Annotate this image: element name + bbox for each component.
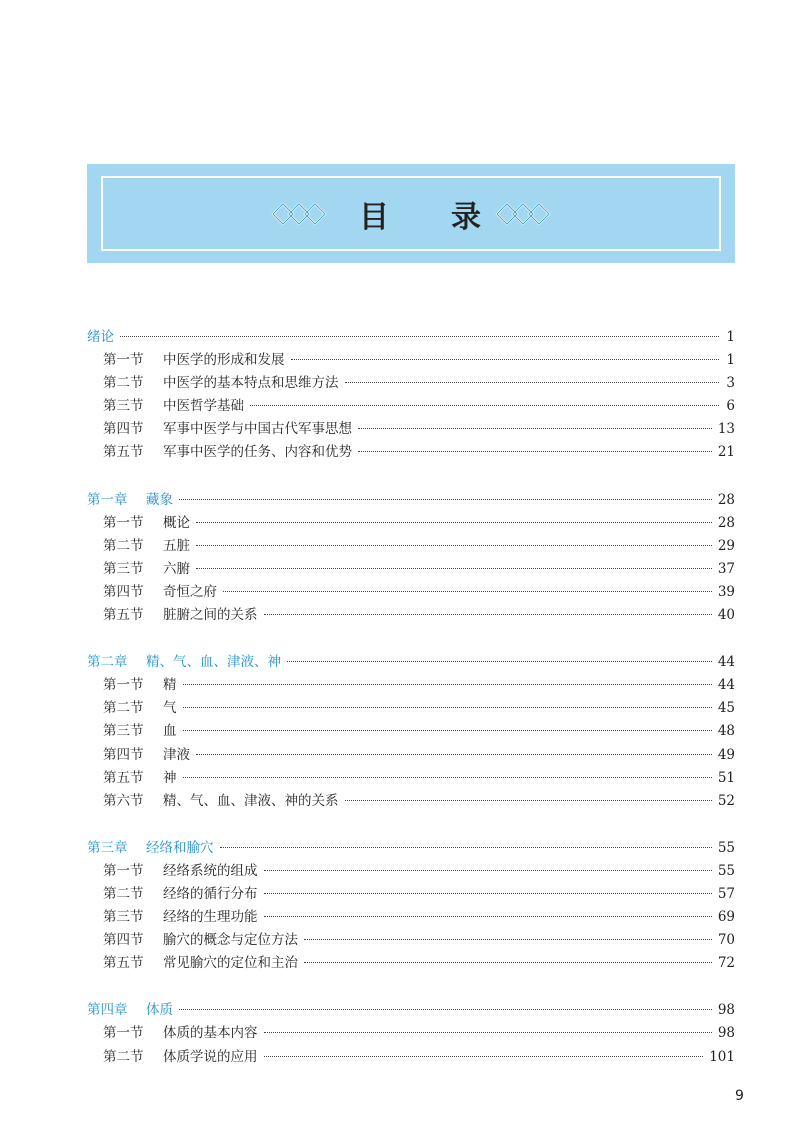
toc-chapter-group (87, 651, 735, 813)
section-number: 第一节 (103, 1025, 144, 1042)
chapter-number: 第一章 (87, 491, 128, 508)
toc-chapter-entry[interactable] (87, 999, 735, 1022)
section-page-number: 29 (717, 537, 735, 554)
chapter-title: 藏象 (146, 491, 173, 508)
section-page-number: 51 (717, 769, 735, 786)
toc-section-entry[interactable] (87, 372, 735, 395)
section-title: 体质学说的应用 (163, 1048, 258, 1065)
toc-section-entry[interactable] (87, 558, 735, 581)
toc-section-entry[interactable] (87, 790, 735, 813)
dot-leader (345, 799, 712, 801)
section-page-number: 3 (726, 375, 735, 392)
section-title: 中医哲学基础 (163, 398, 244, 415)
section-number: 第二节 (103, 700, 144, 717)
section-number: 第四节 (103, 583, 144, 600)
section-number: 第四节 (103, 421, 144, 438)
dot-leader (264, 1031, 712, 1033)
section-title: 血 (163, 723, 177, 740)
dot-leader (264, 915, 712, 917)
chapter-page-number: 98 (717, 1002, 735, 1019)
section-number: 第五节 (103, 607, 144, 624)
dot-leader (179, 1008, 712, 1010)
toc-chapter-group (87, 489, 735, 628)
section-number: 第三节 (103, 398, 144, 415)
section-number: 第一节 (103, 862, 144, 879)
section-number: 第三节 (103, 909, 144, 926)
toc-chapter-entry[interactable] (87, 651, 735, 674)
toc-section-entry[interactable] (87, 767, 735, 790)
section-title: 经络的生理功能 (163, 909, 258, 926)
section-title: 脏腑之间的关系 (163, 607, 258, 624)
toc-section-entry[interactable] (87, 744, 735, 767)
section-page-number: 52 (717, 792, 735, 809)
section-number: 第二节 (103, 537, 144, 554)
dot-leader (183, 776, 712, 778)
page-title: 目录 (359, 199, 543, 235)
section-number: 第一节 (103, 352, 144, 369)
dot-leader (179, 498, 712, 500)
chapter-title: 精、气、血、津液、神 (146, 654, 281, 671)
section-page-number: 37 (717, 560, 735, 577)
dot-leader (196, 521, 712, 523)
dot-leader (358, 427, 712, 429)
toc-chapter-group (87, 837, 735, 976)
section-title: 气 (163, 700, 177, 717)
dot-leader (223, 590, 712, 592)
section-title: 津液 (163, 746, 190, 763)
section-number: 第一节 (103, 677, 144, 694)
dot-leader (183, 683, 712, 685)
section-title: 六腑 (163, 560, 190, 577)
toc-chapter-group (87, 326, 735, 465)
chapter-page-number: 1 (726, 329, 735, 345)
section-page-number: 70 (717, 932, 735, 949)
section-page-number: 40 (717, 607, 735, 624)
dot-leader (250, 404, 719, 406)
chapter-page-number: 28 (717, 491, 735, 508)
toc-chapter-entry[interactable] (87, 489, 735, 512)
dot-leader (196, 753, 712, 755)
section-title: 神 (163, 769, 177, 786)
toc-section-entry[interactable] (87, 952, 735, 975)
toc-chapter-entry[interactable] (87, 326, 735, 349)
toc-section-entry[interactable] (87, 512, 735, 535)
section-title: 常见腧穴的定位和主治 (163, 955, 298, 972)
chapter-page-number: 44 (717, 654, 735, 671)
section-number: 第二节 (103, 885, 144, 902)
title-row (87, 164, 735, 263)
dot-leader (120, 335, 719, 337)
section-title: 经络的循行分布 (163, 885, 258, 902)
toc-section-entry[interactable] (87, 441, 735, 464)
section-page-number: 72 (717, 955, 735, 972)
toc-section-entry[interactable] (87, 418, 735, 441)
section-title: 精、气、血、津液、神的关系 (163, 792, 339, 809)
toc-section-entry[interactable] (87, 604, 735, 627)
dot-leader (220, 846, 712, 848)
dot-leader (183, 706, 712, 708)
page-number: 9 (735, 1088, 744, 1104)
section-title: 军事中医学与中国古代军事思想 (163, 421, 352, 438)
toc-section-entry[interactable] (87, 720, 735, 743)
dot-leader (304, 938, 712, 940)
chapter-page-number: 55 (717, 839, 735, 856)
chapter-title: 体质 (146, 1002, 173, 1019)
dot-leader (196, 567, 712, 569)
toc-section-entry[interactable] (87, 581, 735, 604)
dot-leader (264, 869, 712, 871)
section-title: 概论 (163, 514, 190, 531)
section-number: 第五节 (103, 769, 144, 786)
section-title: 腧穴的概念与定位方法 (163, 932, 298, 949)
section-title: 精 (163, 677, 177, 694)
section-number: 第四节 (103, 932, 144, 949)
chapter-number: 第三章 (87, 839, 128, 856)
section-title: 五脏 (163, 537, 190, 554)
section-page-number: 1 (726, 352, 735, 369)
toc-section-entry[interactable] (87, 1022, 735, 1045)
toc-section-entry[interactable] (87, 1046, 735, 1069)
toc-chapter-entry[interactable] (87, 837, 735, 860)
dot-leader (264, 1055, 704, 1057)
dot-leader (264, 613, 712, 615)
section-page-number: 45 (717, 700, 735, 717)
toc-section-entry[interactable] (87, 883, 735, 906)
section-page-number: 57 (717, 885, 735, 902)
dot-leader (304, 961, 712, 963)
section-page-number: 28 (717, 514, 735, 531)
title-banner (87, 164, 735, 263)
section-title: 中医学的基本特点和思维方法 (163, 375, 339, 392)
section-number: 第三节 (103, 723, 144, 740)
diamond-ornament-icon (271, 202, 327, 226)
chapter-number: 第四章 (87, 1002, 128, 1019)
section-number: 第二节 (103, 1048, 144, 1065)
dot-leader (345, 381, 720, 383)
toc-section-entry[interactable] (87, 395, 735, 418)
section-page-number: 21 (717, 444, 735, 461)
section-title: 经络系统的组成 (163, 862, 258, 879)
section-page-number: 69 (717, 909, 735, 926)
diamond-ornament-icon (495, 202, 551, 226)
section-page-number: 48 (717, 723, 735, 740)
section-number: 第三节 (103, 560, 144, 577)
dot-leader (358, 450, 712, 452)
toc-chapter-group (87, 999, 735, 1068)
dot-leader (291, 358, 720, 360)
table-of-contents (87, 326, 735, 1093)
section-page-number: 101 (709, 1048, 735, 1065)
section-number: 第五节 (103, 955, 144, 972)
section-title: 中医学的形成和发展 (163, 352, 285, 369)
section-number: 第五节 (103, 444, 144, 461)
section-title: 奇恒之府 (163, 583, 217, 600)
toc-section-entry[interactable] (87, 906, 735, 929)
section-page-number: 44 (717, 677, 735, 694)
chapter-title: 绪论 (87, 329, 114, 345)
section-page-number: 55 (717, 862, 735, 879)
chapter-number: 第二章 (87, 654, 128, 671)
toc-section-entry[interactable] (87, 697, 735, 720)
dot-leader (183, 729, 712, 731)
chapter-title: 经络和腧穴 (146, 839, 214, 856)
dot-leader (264, 892, 712, 894)
section-page-number: 49 (717, 746, 735, 763)
toc-section-entry[interactable] (87, 535, 735, 558)
toc-section-entry[interactable] (87, 860, 735, 883)
section-number: 第四节 (103, 746, 144, 763)
dot-leader (196, 544, 712, 546)
section-number: 第六节 (103, 792, 144, 809)
toc-section-entry[interactable] (87, 674, 735, 697)
section-number: 第一节 (103, 514, 144, 531)
section-number: 第二节 (103, 375, 144, 392)
toc-section-entry[interactable] (87, 349, 735, 372)
toc-section-entry[interactable] (87, 929, 735, 952)
section-title: 军事中医学的任务、内容和优势 (163, 444, 352, 461)
section-page-number: 6 (726, 398, 735, 415)
section-page-number: 98 (717, 1025, 735, 1042)
dot-leader (287, 660, 712, 662)
section-title: 体质的基本内容 (163, 1025, 258, 1042)
section-page-number: 13 (717, 421, 735, 438)
section-page-number: 39 (717, 583, 735, 600)
